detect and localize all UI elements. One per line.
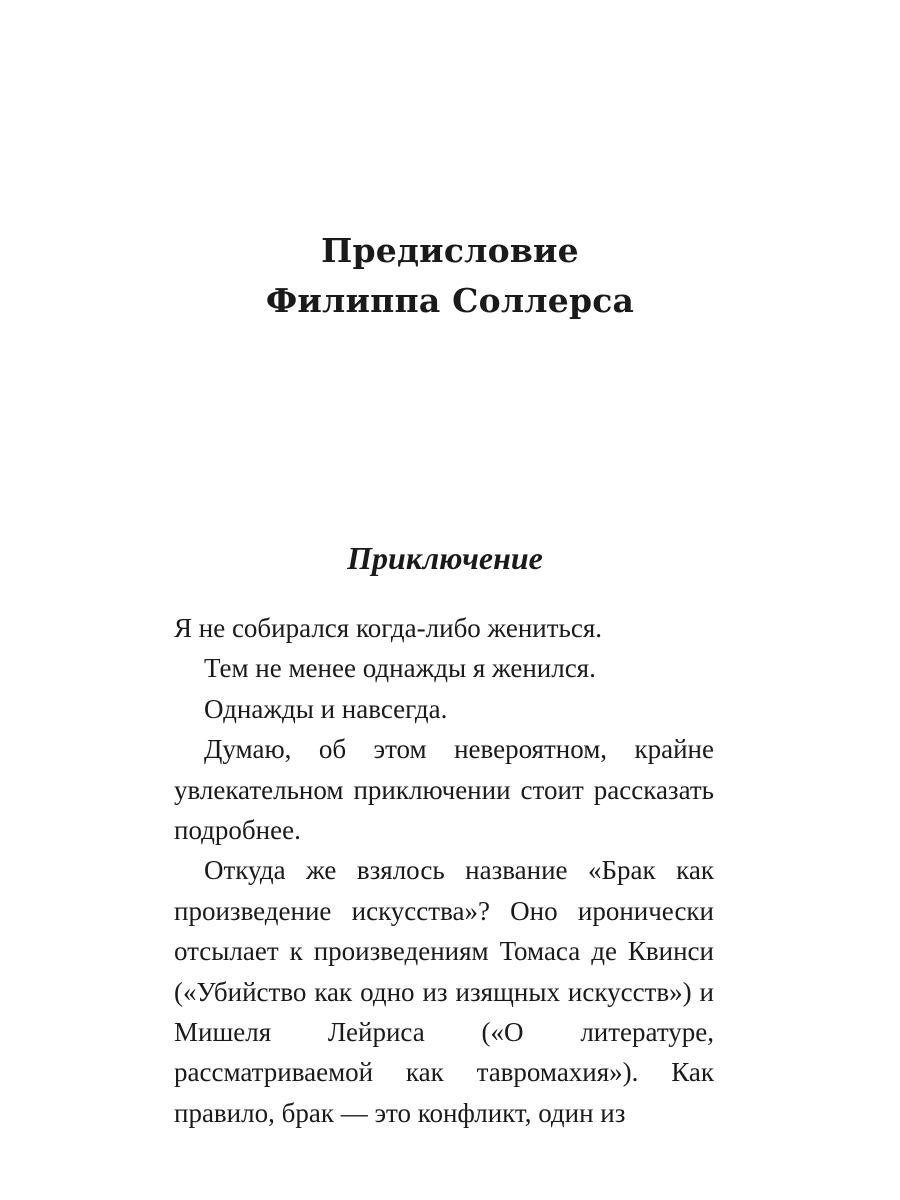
chapter-title: [0, 226, 900, 326]
section-title: Приключение: [347, 540, 543, 576]
chapter-title-line-1: Предисловие: [321, 231, 579, 270]
body-text: [174, 608, 714, 1133]
chapter-title-line-2: Филиппа Соллерса: [265, 281, 635, 320]
paragraph-3: Однажды и навсегда.: [204, 693, 448, 724]
paragraph-5: Откуда же взялось название «Брак как произведение искусства»? Оно иронически отсылает к произведениям Томаса де Квинси («Убийство как одно из изящных искусств») и Мишеля Лейриса («О литературе, рассматриваемой как тавромахия»). Как правило, брак — это конфликт, один из: [174, 855, 714, 1128]
paragraph-1: Я не собирался когда-либо жениться.: [174, 613, 603, 643]
paragraph-4: Думаю, об этом невероятном, крайне увлекательном приключении стоит рассказать подробнее.: [174, 734, 714, 846]
paragraph-2: Тем не менее однажды я женился.: [204, 653, 596, 684]
